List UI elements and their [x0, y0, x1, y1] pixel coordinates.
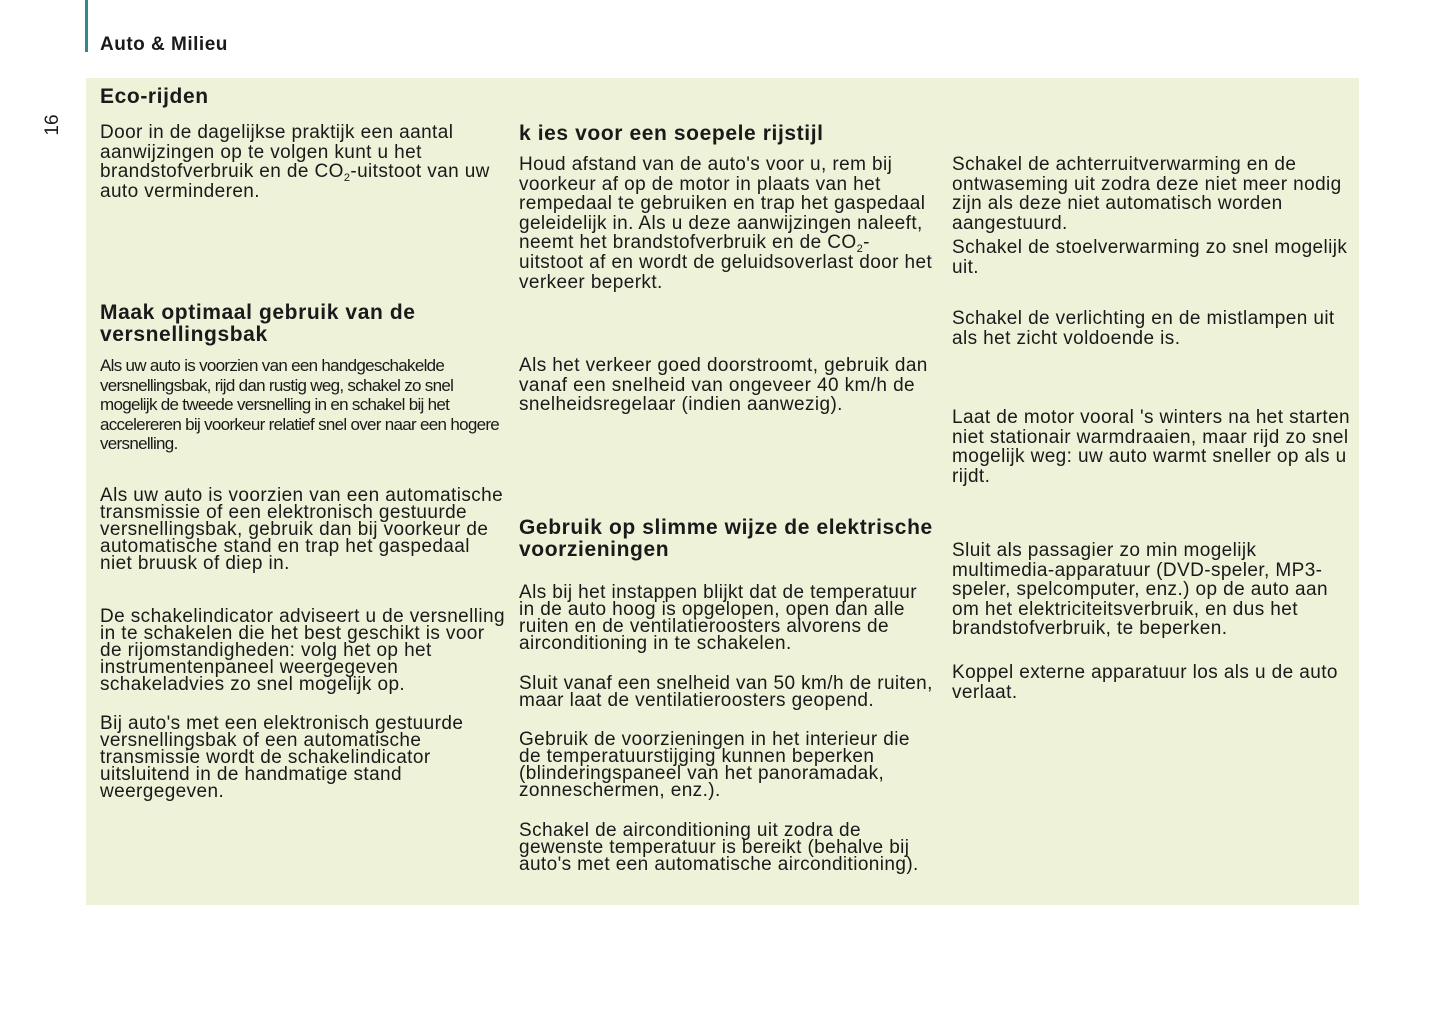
section-title: Auto & Milieu [100, 34, 228, 55]
rear-defrost-paragraph: Schakel de achterruitverwarming en de ontwaseming uit zodra deze niet meer nodig zijn als deze niet automatisch worden aangestuurd. [952, 154, 1342, 234]
airco-start-paragraph: Als bij het instappen blijkt dat de temperatuur in de auto hoog is opgelopen, open dan alle ruiten en de ventilatieroosters alvorens de airconditioning in te schakelen. [519, 582, 917, 654]
gearbox-heading: Maak optimaal gebruik van de versnellingsbak [100, 301, 416, 346]
shift-indicator-paragraph: De schakelindicator adviseert u de versnelling in te schakelen die het best geschikt is voor de rijomstandigheden: volg het op het instrumentenpaneel weergegeven schakeladvies zo snel mogelijk op. [100, 606, 505, 695]
seat-heating-paragraph: Schakel de stoelverwarming zo snel mogelijk uit. [952, 237, 1348, 278]
interior-shading-paragraph: Gebruik de voorzieningen in het interieur die de temperatuurstijging kunnen beperken (blinderingspaneel van het panoramadak, zonneschermen, enz.). [519, 729, 910, 801]
eco-driving-heading: Eco-rijden [100, 85, 209, 108]
driving-style-heading: k ies voor een soepele rijstijl [519, 122, 824, 145]
airco-off-paragraph: Schakel de airconditioning uit zodra de gewenste temperatuur is bereikt (behalve bij auto's met een automatische airconditioning). [519, 820, 919, 875]
eco-driving-intro: Door in de dagelijkse praktijk een aantal aanwijzingen op te volgen kunt u het brandstofverbruik en de $CO_2$-uitstoot van uw auto verminderen. [100, 122, 490, 202]
external-devices-paragraph: Koppel externe apparatuur los als u de auto verlaat. [952, 662, 1338, 703]
page-number: 16 [42, 114, 63, 136]
section-marker-bar [85, 0, 88, 52]
gearbox-manual-paragraph: Als uw auto is voorzien van een handgeschakelde versnellingsbak, rijd dan rustig weg, schakel zo snel mogelijk de tweede versnelling in en schakel bij het accelereren bij voorkeur relatief snel over naar een hogere versnelling. [100, 356, 500, 454]
multimedia-paragraph: Sluit als passagier zo min mogelijk multimedia-apparatuur (DVD-speler, MP3-speler, spelcomputer, enz.) op de auto aan om het elektriciteitsverbruik, en dus het brandstofverbruik, te beperken. [952, 540, 1328, 640]
windows-paragraph: Sluit vanaf een snelheid van 50 km/h de ruiten, maar laat de ventilatieroosters geopend. [519, 673, 933, 711]
electrical-equipment-heading: Gebruik op slimme wijze de elektrische voorzieningen [519, 516, 933, 561]
cruise-control-paragraph: Als het verkeer goed doorstroomt, gebruik dan vanaf een snelheid van ongeveer 40 km/h de snelheidsregelaar (indien aanwezig). [519, 355, 928, 416]
shift-indicator-note: Bij auto's met een elektronisch gestuurde versnellingsbak of een automatische transmissie wordt de schakelindicator uitsluitend in de handmatige stand weergegeven. [100, 713, 464, 802]
engine-warmup-paragraph: Laat de motor vooral 's winters na het starten niet stationair warmdraaien, maar rijd zo snel mogelijk weg: uw auto warmt sneller op als u rijdt. [952, 407, 1351, 487]
driving-style-paragraph: Houd afstand van de auto's voor u, rem bij voorkeur af op de motor in plaats van het rempedaal te gebruiken en trap het gaspedaal geleidelijk in. Als u deze aanwijzingen naleeft, neemt het brandstofverbruik en de $CO_2$-uitstoot af en wordt de geluidsoverlast door het verkeer beperkt. [519, 154, 933, 293]
lights-paragraph: Schakel de verlichting en de mistlampen uit als het zicht voldoende is. [952, 308, 1335, 349]
gearbox-automatic-paragraph: Als uw auto is voorzien van een automatische transmissie of een elektronisch gestuurde versnellingsbak, gebruik dan bij voorkeur de automatische stand en trap het gaspedaal niet bruusk of diep in. [100, 485, 504, 574]
